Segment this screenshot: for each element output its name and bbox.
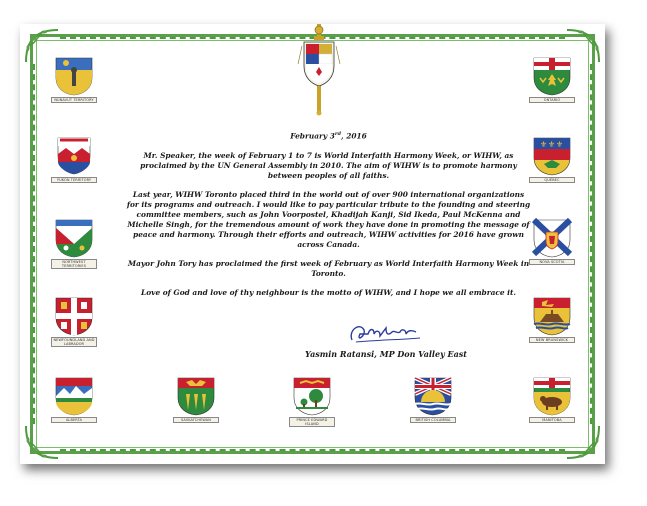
coat-of-arms-ontario <box>529 56 575 103</box>
letter-paragraph: Mr. Speaker, the week of February 1 to 7 is World Interfaith Harmony Week, or WIHW, as proclaimed by the UN General Assembly in 2010. The aim of WIHW is to promote harmony between peoples of all faiths. <box>140 151 517 181</box>
coat-of-arms-nova-scotia <box>529 218 575 265</box>
letter-date-suffix: , 2016 <box>341 131 367 141</box>
arms-caption: QUÉBEC <box>529 177 575 183</box>
vine-border-right <box>590 64 592 424</box>
signature-name: Yasmin Ratansi, MP Don Valley East <box>305 349 467 359</box>
arms-caption: SASKATCHEWAN <box>173 417 219 423</box>
yukon-shield-icon <box>54 136 94 176</box>
letter-date <box>126 129 531 141</box>
corner-flourish-icon <box>563 422 603 462</box>
saskatchewan-shield-icon <box>176 376 216 416</box>
corner-flourish-icon <box>22 422 62 462</box>
nova-scotia-shield-icon <box>532 218 572 258</box>
ontario-shield-icon <box>532 56 572 96</box>
house-of-commons-mace-icon <box>296 24 342 116</box>
arms-caption: ONTARIO <box>529 97 575 103</box>
arms-caption: NOVA SCOTIA <box>529 259 575 265</box>
coat-of-arms-saskatchewan <box>173 376 219 423</box>
vine-border-left <box>33 64 35 424</box>
letter-paragraph: Mayor John Tory has proclaimed the first week of February as World Interfaith Harmony Week in Toronto. <box>127 259 530 279</box>
newfoundland-shield-icon <box>54 296 94 336</box>
arms-caption: PRINCE EDWARD ISLAND <box>289 417 335 427</box>
coat-of-arms-pei <box>289 376 335 427</box>
handwritten-signature <box>346 320 426 346</box>
coat-of-arms-manitoba <box>529 376 575 423</box>
svg-text:⚜: ⚜ <box>556 140 564 149</box>
arms-caption: NEWFOUNDLAND AND LABRADOR <box>51 337 97 347</box>
coat-of-arms-newfoundland <box>51 296 97 347</box>
arms-caption: BRITISH COLUMBIA <box>410 417 456 423</box>
arms-caption: YUKON TERRITORY <box>51 177 97 183</box>
alberta-shield-icon <box>54 376 94 416</box>
coat-of-arms-new-brunswick <box>529 296 575 343</box>
british-columbia-shield-icon <box>413 376 453 416</box>
new-brunswick-shield-icon <box>532 296 572 336</box>
letter-paragraph: Last year, WIHW Toronto placed third in the world out of over 900 international organizations for its programs and outreach. I would like to pay particular tribute to the founding and steering committee members, such as John Voorpostel, Khadijah Kanji, Sid Ikeda, Paul McKenna and Michelle Singh, for the tremendous amount of work they have done in promoting the message of peace and harmony. Through their efforts and outreach, WIHW activities for 2016 have grown across Canada. <box>126 190 531 250</box>
nwt-shield-icon <box>54 218 94 258</box>
quebec-shield-icon <box>532 136 572 176</box>
coat-of-arms-quebec <box>529 136 575 183</box>
coat-of-arms-yukon <box>51 136 97 183</box>
arms-caption: ALBERTA <box>51 417 97 423</box>
letter-paragraph: Love of God and love of thy neighbour is the motto of WIHW, and I hope we all embrace it. <box>141 288 516 298</box>
coat-of-arms-nunavut <box>51 56 97 103</box>
coat-of-arms-british-columbia <box>410 376 456 423</box>
certificate <box>20 24 605 464</box>
arms-caption: MANITOBA <box>529 417 575 423</box>
manitoba-shield-icon <box>532 376 572 416</box>
arms-caption: NEW BRUNSWICK <box>529 337 575 343</box>
svg-text:⚜: ⚜ <box>540 140 548 149</box>
letter-date-prefix: February 3 <box>290 131 335 141</box>
vine-border-bottom <box>60 449 565 451</box>
svg-text:⚜: ⚜ <box>548 140 556 149</box>
pei-shield-icon <box>292 376 332 416</box>
letter-body <box>126 129 531 307</box>
coat-of-arms-alberta <box>51 376 97 423</box>
coat-of-arms-nwt <box>51 218 97 269</box>
arms-caption: NORTHWEST TERRITORIES <box>51 259 97 269</box>
letter-date-sup: rd <box>334 131 342 137</box>
nunavut-shield-icon <box>54 56 94 96</box>
arms-caption: NUNAVUT TERRITORY <box>51 97 97 103</box>
